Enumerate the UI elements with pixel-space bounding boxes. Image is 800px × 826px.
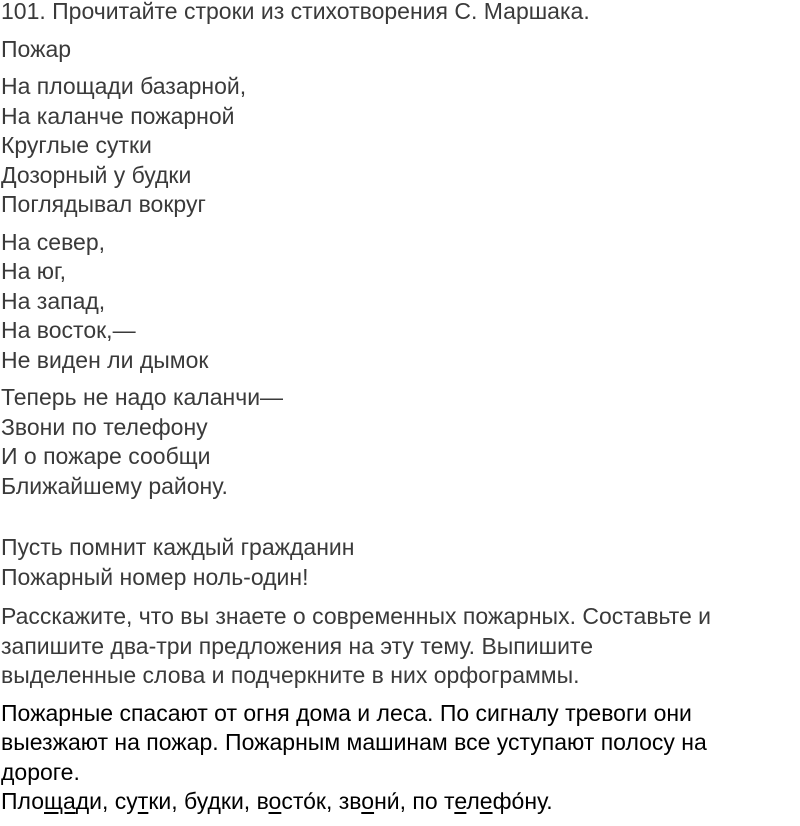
poem-line: Не виден ли дымок: [1, 346, 209, 373]
word-part: ф: [492, 788, 512, 814]
page: [1, 0, 800, 817]
orthogram-underline: о: [268, 788, 282, 814]
poem-line: Пусть помнит каждый гражданин: [1, 534, 355, 560]
poem-stanza-3: [1, 383, 800, 501]
word-part: н: [374, 788, 387, 814]
orthogram-underline: о: [361, 788, 375, 814]
word-part: ну.: [524, 788, 553, 814]
poem-line: На каланче пожарной: [1, 102, 235, 129]
poem-stanza-2: [1, 228, 800, 376]
poem-line: Пожарный номер ноль-один!: [1, 563, 309, 590]
stressed-vowel: и́: [386, 788, 400, 814]
instruction-line: запишите два-три предложения на эту тему. Выпишите: [1, 632, 593, 659]
orthogram-underline: е: [479, 788, 493, 814]
poem-line: Ближайшему району.: [1, 472, 228, 499]
answer-line: Пожарные спасают от огня дома и леса. По сигналу тревоги они: [1, 699, 692, 726]
orthogram-underline: д: [207, 788, 221, 814]
poem-line: На площади базарной,: [1, 73, 247, 99]
poem-line: И о пожаре сообщи: [1, 443, 211, 469]
poem-line: На запад,: [1, 287, 106, 314]
orthogram-underline: ща: [44, 788, 76, 814]
answer-block: [1, 699, 800, 817]
poem-line: Звони по телефону: [1, 413, 208, 440]
word-part: ст: [281, 788, 304, 814]
task-instruction: [1, 602, 800, 691]
word-part: ки, бу: [148, 788, 208, 814]
stressed-vowel: о́: [303, 788, 316, 814]
orthogram-underline: е: [454, 788, 467, 814]
task-title: 101. Прочитайте строки из стихотворения С. Маршака.: [1, 0, 590, 24]
stressed-vowel: о́: [511, 788, 525, 814]
poem-stanza-1: [1, 72, 800, 220]
word-part: к, зв: [315, 788, 362, 814]
word-part: ки, в: [220, 788, 269, 814]
poem-stanza-4: [1, 533, 800, 592]
word-part: , по т: [399, 788, 455, 814]
word-part: Пло: [1, 788, 45, 814]
poem-line: На север,: [1, 228, 106, 255]
poem-line: Дозорный у будки: [1, 161, 192, 188]
instruction-line: выделенные слова и подчеркните в них орфограммы.: [1, 662, 580, 688]
poem-line: Круглые сутки: [1, 132, 152, 158]
answer-line: выезжают на пожар. Пожарным машинам все уступают полосу на: [1, 729, 707, 755]
poem-line: Поглядывал вокруг: [1, 191, 206, 217]
poem-line: Теперь не надо каланчи—: [1, 384, 284, 410]
poem-title: Пожар: [1, 35, 72, 62]
poem-line: На юг,: [1, 258, 67, 284]
answer-line: дороге.: [1, 758, 80, 785]
answer-words: [1, 787, 800, 817]
poem-line: На восток,—: [1, 317, 136, 343]
instruction-line: Расскажите, что вы знаете о современных пожарных. Составьте и: [1, 603, 712, 629]
orthogram-underline: т: [137, 788, 149, 814]
word-part: л: [466, 788, 480, 814]
word-part: ди, су: [75, 788, 138, 814]
